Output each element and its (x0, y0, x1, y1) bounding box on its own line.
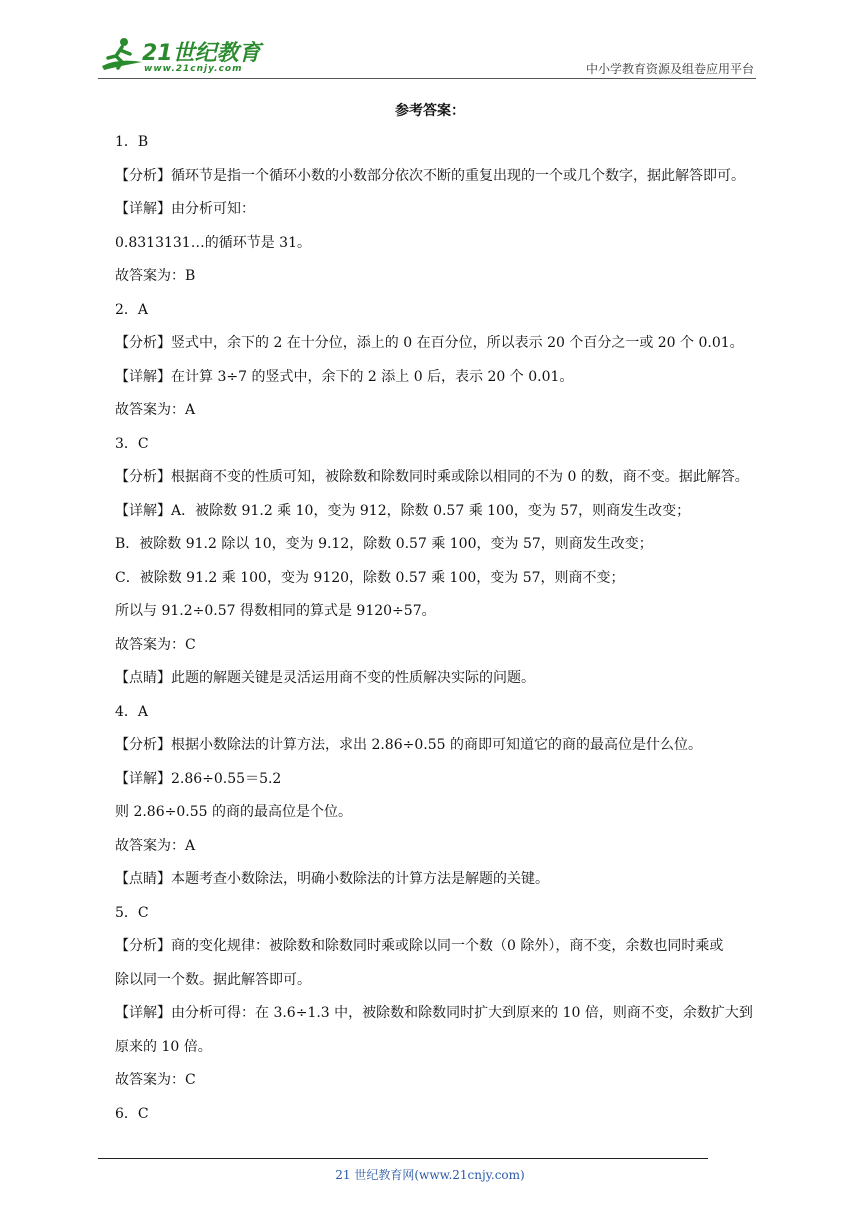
text-line: 【详解】由分析可知： (115, 201, 255, 217)
answer-content (115, 126, 775, 1131)
text-line: 【分析】根据小数除法的计算方法，求出 2.86÷0.55 的商即可知道它的商的最高位是什么位。 (115, 737, 702, 753)
text-line: 5．C (115, 904, 149, 921)
text-line: C．被除数 91.2 乘 100，变为 9120，除数 0.57 乘 100，变为 57，则商不变； (115, 569, 625, 586)
text-line: 故答案为：A (115, 402, 196, 418)
text-line: 【分析】商的变化规律：被除数和除数同时乘或除以同一个数（0 除外），商不变，余数也同时乘或 (115, 938, 724, 954)
page-header (98, 34, 756, 78)
site-logo[interactable] (98, 34, 273, 78)
text-line: 【点睛】此题的解题关键是灵活运用商不变的性质解决实际的问题。 (115, 670, 535, 686)
text-line: 【详解】2.86÷0.55＝5.2 (115, 770, 282, 787)
text-line: 原来的 10 倍。 (115, 1038, 212, 1055)
text-line: 则 2.86÷0.55 的商的最高位是个位。 (115, 804, 352, 820)
text-line: 4．A (115, 703, 149, 720)
text-line: 【分析】根据商不变的性质可知，被除数和除数同时乘或除以相同的不为 0 的数，商不变。据此解答。 (115, 469, 749, 485)
text-line: 3．C (115, 435, 149, 452)
text-line: B．被除数 91.2 除以 10，变为 9.12，除数 0.57 乘 100，变为 57，则商发生改变； (115, 536, 653, 552)
text-line: 6．C (115, 1105, 149, 1122)
text-line: 故答案为：B (115, 268, 196, 284)
platform-label: 中小学教育资源及组卷应用平台 (585, 62, 754, 76)
text-line: 所以与 91.2÷0.57 得数相同的算式是 9120÷57。 (115, 603, 436, 619)
text-line: 故答案为：C (115, 1072, 196, 1088)
text-line: 【详解】由分析可得：在 3.6÷1.3 中，被除数和除数同时扩大到原来的 10 倍，则商不变，余数扩大到 (115, 1005, 753, 1021)
text-line: 2．A (115, 301, 149, 318)
logo-text: 21世纪教育 (142, 41, 261, 66)
page-title: 参考答案： (395, 103, 465, 119)
footer-divider (98, 1158, 708, 1159)
logo-url: www.21cnjy.com (144, 64, 243, 74)
footer-link[interactable]: 21 世纪教育网(www.21cnjy.com) (335, 1168, 525, 1182)
text-line: 0.8313131…的循环节是 31。 (115, 234, 311, 251)
text-line: 1．B (115, 134, 149, 150)
runner-logo-icon (98, 36, 146, 76)
text-line: 【分析】竖式中，余下的 2 在十分位，添上的 0 在百分位，所以表示 20 个百分之一或 20 个 0.01。 (115, 335, 744, 351)
text-line: 故答案为：C (115, 636, 196, 653)
text-line: 除以同一个数。据此解答即可。 (115, 971, 311, 988)
text-line: 故答案为：A (115, 837, 196, 854)
text-line: 【点睛】本题考查小数除法，明确小数除法的计算方法是解题的关键。 (115, 871, 549, 887)
text-line: 【详解】A．被除数 91.2 乘 10，变为 912，除数 0.57 乘 100，变为 57，则商发生改变； (115, 502, 691, 519)
header-divider (98, 78, 756, 79)
text-line: 【详解】在计算 3÷7 的竖式中，余下的 2 添上 0 后，表示 20 个 0.01。 (115, 368, 574, 385)
text-line: 【分析】循环节是指一个循环小数的小数部分依次不断的重复出现的一个或几个数字，据此解答即可。 (115, 167, 745, 184)
